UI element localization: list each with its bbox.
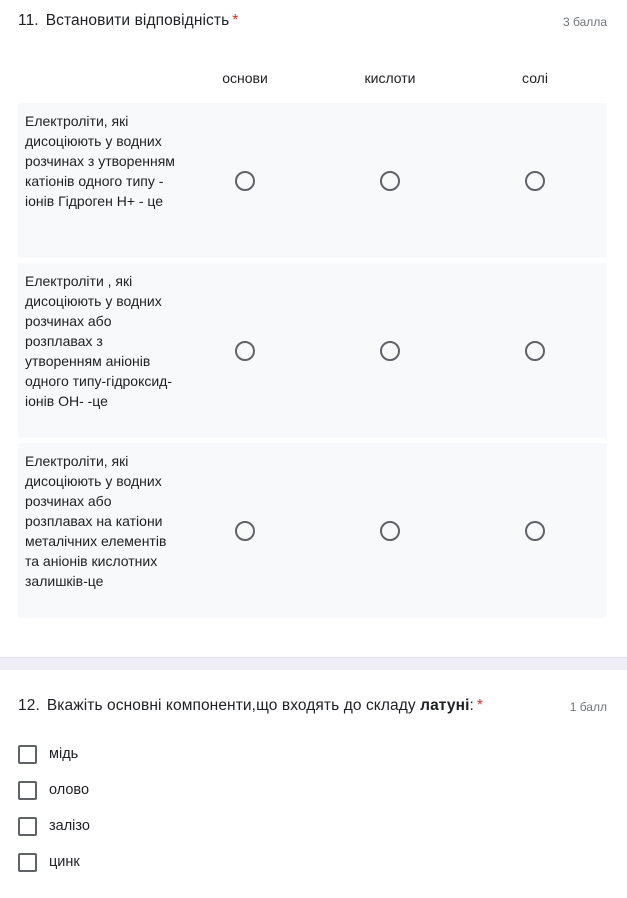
question-text-bold: латуні <box>420 697 470 714</box>
radio-row2-salts[interactable] <box>525 341 545 361</box>
radio-row2-bases[interactable] <box>235 341 255 361</box>
checkbox[interactable] <box>18 853 37 872</box>
checkbox[interactable] <box>18 817 37 836</box>
grid-row-2 <box>18 263 607 438</box>
radio-row3-salts[interactable] <box>525 521 545 541</box>
required-asterisk: * <box>476 697 484 714</box>
radio-row3-bases[interactable] <box>235 521 255 541</box>
question-number: 12. <box>18 697 40 714</box>
grid-row-3 <box>18 443 607 618</box>
question-text-end: : <box>469 697 474 714</box>
required-asterisk: * <box>232 12 239 29</box>
section-divider <box>0 657 627 670</box>
radio-row1-bases[interactable] <box>235 171 255 191</box>
column-header-bases: основи <box>222 70 268 86</box>
checkbox-label: мідь <box>49 746 79 762</box>
question-12-card <box>0 670 627 898</box>
points-label: 1 балл <box>569 700 607 714</box>
question-text: Встановити відповідність <box>45 12 230 29</box>
question-11-title <box>18 12 238 30</box>
grid-row-label: Електроліти, які дисоціюють у водних розчинах з утворенням катіонів одного типу - іонів Гідроген Н+ - це <box>25 113 175 209</box>
points-label: 3 балла <box>563 15 607 29</box>
column-header-salts: солі <box>522 70 548 86</box>
checkbox-label: залізо <box>49 818 90 834</box>
question-number: 11. <box>18 12 39 29</box>
checkbox[interactable] <box>18 781 37 800</box>
grid-row-label: Електроліти , які дисоціюють у водних розчинах або розплавах з утворенням аніонів одного типу-гідроксид-іонів ОН- -це <box>25 273 173 409</box>
question-text: Вкажіть основні компоненти,що входять до складу <box>46 697 421 714</box>
radio-row1-acids[interactable] <box>380 171 400 191</box>
radio-row1-salts[interactable] <box>525 171 545 191</box>
column-header-acids: кислоти <box>364 70 416 86</box>
checkbox[interactable] <box>18 745 37 764</box>
radio-row2-acids[interactable] <box>380 341 400 361</box>
question-12-title <box>18 697 483 715</box>
grid-row-1 <box>18 103 607 258</box>
grid-row-label: Електроліти, які дисоціюють у водних розчинах або розплавах на катіони металічних елементів та аніонів кислотних залишків-це <box>25 453 167 589</box>
checkbox-label: цинк <box>49 854 80 870</box>
radio-row3-acids[interactable] <box>380 521 400 541</box>
checkbox-label: олово <box>49 782 90 798</box>
